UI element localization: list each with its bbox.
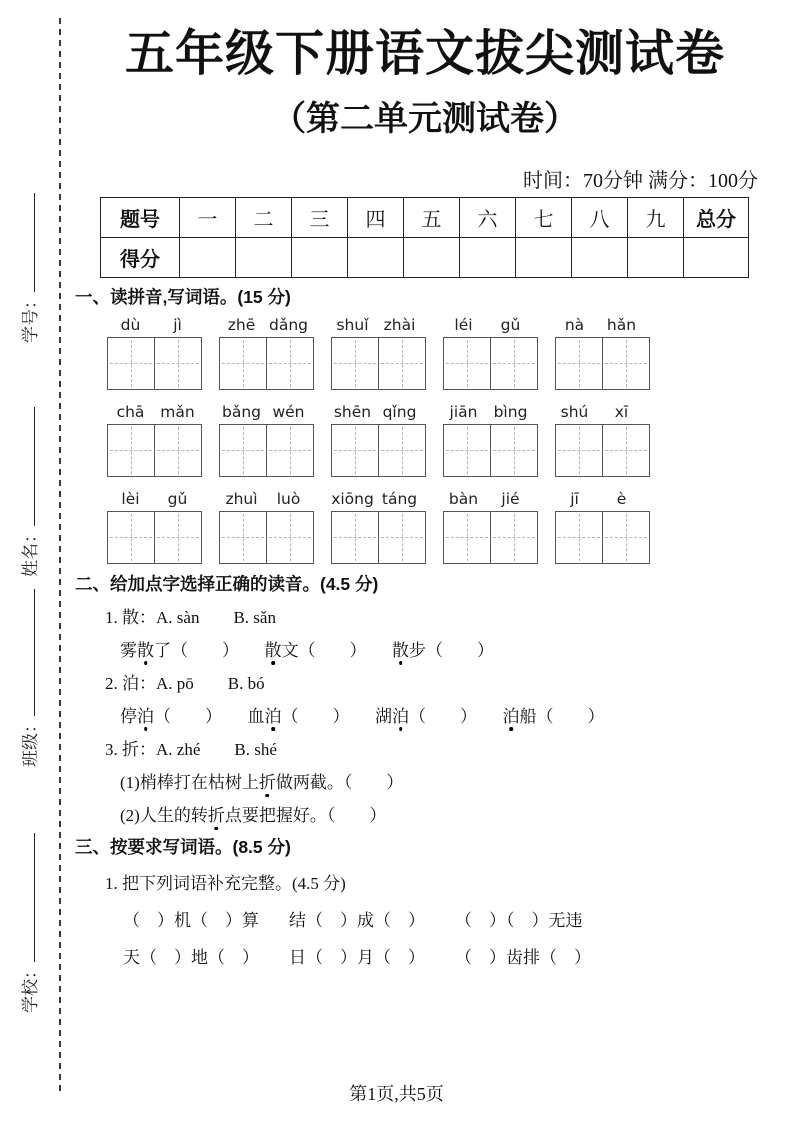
writing-box-pair <box>219 511 314 564</box>
pinyin-syllable: zhē <box>227 315 256 334</box>
question-column-header: 七 <box>516 197 572 237</box>
pinyin-syllable: jì <box>173 315 182 334</box>
pinyin-word <box>218 403 312 421</box>
writing-cell[interactable] <box>154 338 201 389</box>
class-field <box>17 589 39 767</box>
section2-items <box>75 607 775 828</box>
pinyin-syllable: chā <box>116 402 145 421</box>
pinyin-syllable: mǎn <box>160 402 195 421</box>
writing-cell[interactable] <box>490 425 537 476</box>
score-blank-cell[interactable] <box>516 237 572 277</box>
section3-rows <box>75 906 775 968</box>
question-column-header: 八 <box>572 197 628 237</box>
writing-box-pair <box>555 511 650 564</box>
writing-cell[interactable] <box>332 425 378 476</box>
pinyin-syllable: luò <box>276 489 301 508</box>
pinyin-syllable: jiān <box>449 402 478 421</box>
word-completion-row <box>123 906 775 931</box>
writing-cell[interactable] <box>108 425 154 476</box>
item-stem: 1. 散：A. sàn B. sǎn <box>105 607 276 627</box>
question-number-label: 题号 <box>101 197 180 237</box>
writing-cell[interactable] <box>220 338 266 389</box>
total-score-header: 总分 <box>684 197 749 237</box>
class-label: 班级： <box>20 716 40 767</box>
pinyin-syllable: léi <box>454 315 473 334</box>
score-table-body <box>101 197 749 277</box>
school-blank-line[interactable] <box>21 833 35 962</box>
pinyin-syllable: qǐng <box>382 402 417 421</box>
writing-box-pair <box>331 424 426 477</box>
pinyin-syllable: dǎng <box>269 315 308 334</box>
student-name-label: 姓名： <box>20 526 40 577</box>
word-completion-item: （ ）齿排（ ） <box>455 948 591 968</box>
school-label: 学校： <box>20 962 40 1013</box>
pinyin-syllable: è <box>616 489 627 508</box>
pinyin-syllable: gǔ <box>167 489 188 508</box>
pinyin-syllable: jī <box>570 489 579 508</box>
writing-cell[interactable] <box>154 425 201 476</box>
writing-cell[interactable] <box>556 338 602 389</box>
pinyin-word <box>440 316 534 334</box>
pinyin-syllable: shú <box>560 402 589 421</box>
writing-box-row <box>107 511 775 564</box>
writing-box-pair <box>331 337 426 390</box>
word-completion-row <box>123 943 775 968</box>
writing-box-pair <box>443 511 538 564</box>
writing-box-pair <box>443 424 538 477</box>
pinyin-syllable: hǎn <box>606 315 637 334</box>
time-score-info: 时间：70分钟 满分：100分 <box>523 169 758 192</box>
writing-cell[interactable] <box>108 512 154 563</box>
student-id-field <box>17 193 39 343</box>
pinyin-word <box>107 316 201 334</box>
pinyin-syllable: lèi <box>121 489 140 508</box>
writing-box-pair <box>219 337 314 390</box>
score-blank-cell[interactable] <box>180 237 236 277</box>
pinyin-row <box>107 316 775 334</box>
writing-box-pair <box>555 337 650 390</box>
word-completion-item: （ ）机（ ）算 <box>123 911 259 931</box>
writing-cell[interactable] <box>220 425 266 476</box>
writing-cell[interactable] <box>490 338 537 389</box>
question-column-header: 三 <box>292 197 348 237</box>
pinyin-syllable: bìng <box>493 402 528 421</box>
writing-box-pair <box>219 424 314 477</box>
pinyin-syllable: táng <box>381 489 418 508</box>
pinyin-syllable: dù <box>120 315 141 334</box>
section3-subtitle: 1. 把下列词语补充完整。(4.5 分) <box>105 874 346 894</box>
pinyin-word <box>218 316 312 334</box>
writing-box-pair <box>107 337 202 390</box>
score-blank-cell[interactable] <box>628 237 684 277</box>
score-blank-cell[interactable] <box>236 237 292 277</box>
writing-cell[interactable] <box>378 425 425 476</box>
section3-title: 三、按要求写词语。(8.5 分) <box>75 837 291 858</box>
writing-cell[interactable] <box>490 512 537 563</box>
writing-cell[interactable] <box>444 512 490 563</box>
pinyin-word <box>107 403 201 421</box>
question-column-header: 九 <box>628 197 684 237</box>
writing-cell[interactable] <box>332 512 378 563</box>
question-column-header: 五 <box>404 197 460 237</box>
score-blank-cell[interactable] <box>292 237 348 277</box>
score-row <box>101 237 749 277</box>
pinyin-syllable: shēn <box>333 402 372 421</box>
question-column-header: 二 <box>236 197 292 237</box>
word-completion-item: 日（ ）月（ ） <box>289 948 425 968</box>
student-name-field <box>17 407 39 577</box>
pinyin-syllable: xī <box>614 402 629 421</box>
writing-box-pair <box>331 511 426 564</box>
pinyin-syllable: shuǐ <box>336 315 369 334</box>
pinyin-word <box>551 316 645 334</box>
writing-cell[interactable] <box>108 338 154 389</box>
writing-box-row <box>107 337 775 390</box>
school-field <box>17 833 39 1013</box>
writing-cell[interactable] <box>378 338 425 389</box>
question-column-header: 一 <box>180 197 236 237</box>
pinyin-word <box>218 490 312 508</box>
pinyin-syllable: bǎng <box>222 402 261 421</box>
word-completion-item: （ ）（ ）无违 <box>455 911 583 931</box>
writing-cell[interactable] <box>602 512 649 563</box>
pinyin-syllable: xiōng <box>331 489 374 508</box>
writing-cell[interactable] <box>332 338 378 389</box>
writing-cell[interactable] <box>220 512 266 563</box>
item-stem: 3. 折：A. zhé B. shé <box>105 740 277 759</box>
pinyin-word <box>551 403 645 421</box>
writing-cell[interactable] <box>556 425 602 476</box>
student-id-blank-line[interactable] <box>21 193 35 292</box>
student-name-blank-line[interactable] <box>21 407 35 526</box>
pinyin-row <box>107 490 775 508</box>
score-table <box>100 197 749 278</box>
item-answer-line: 雾散了（ ） 散文（ ） 散步（ ） <box>120 640 494 660</box>
section1-title: 一、读拼音,写词语。(15 分) <box>75 286 291 307</box>
score-table-header-row <box>101 197 749 237</box>
pinyin-syllable: wén <box>272 402 305 421</box>
writing-box-pair <box>555 424 650 477</box>
score-blank-cell[interactable] <box>460 237 516 277</box>
question-column-header: 六 <box>460 197 516 237</box>
item-answer-line: 停泊（ ） 血泊（ ） 湖泊（ ） 泊船（ ） <box>120 706 605 726</box>
word-completion-item: 天（ ）地（ ） <box>123 948 259 968</box>
item-stem: 2. 泊：A. pō B. bó <box>105 673 265 693</box>
score-blank-cell[interactable] <box>348 237 404 277</box>
writing-box-pair <box>107 424 202 477</box>
writing-cell[interactable] <box>556 512 602 563</box>
section2-title: 二、给加点字选择正确的读音。(4.5 分) <box>75 573 379 594</box>
pinyin-word <box>329 316 423 334</box>
writing-cell[interactable] <box>266 425 313 476</box>
pinyin-syllable: nà <box>564 315 585 334</box>
writing-box-row <box>107 424 775 477</box>
score-blank-cell[interactable] <box>684 237 749 277</box>
writing-cell[interactable] <box>266 512 313 563</box>
page-number: 第1页,共5页 <box>349 1084 444 1104</box>
pinyin-word <box>440 403 534 421</box>
writing-cell[interactable] <box>266 338 313 389</box>
pinyin-word <box>329 490 423 508</box>
writing-box-pair <box>107 511 202 564</box>
writing-box-pair <box>443 337 538 390</box>
word-completion-item: 结（ ）成（ ） <box>289 911 425 931</box>
writing-cell[interactable] <box>602 338 649 389</box>
writing-cell[interactable] <box>154 512 201 563</box>
score-blank-cell[interactable] <box>404 237 460 277</box>
pinyin-word <box>440 490 534 508</box>
question-column-header: 四 <box>348 197 404 237</box>
writing-cell[interactable] <box>602 425 649 476</box>
writing-cell[interactable] <box>378 512 425 563</box>
item-answer-line: (1)梢棒打在枯树上折做两截。（ ） <box>120 773 404 793</box>
writing-cell[interactable] <box>444 425 490 476</box>
student-id-label: 学号： <box>20 292 40 343</box>
score-label: 得分 <box>101 237 180 277</box>
section1-rows <box>75 316 775 564</box>
pinyin-syllable: zhuì <box>225 489 258 508</box>
paper-title: 五年级下册语文拔尖测试卷 <box>124 26 725 81</box>
score-blank-cell[interactable] <box>572 237 628 277</box>
pinyin-word <box>329 403 423 421</box>
writing-cell[interactable] <box>444 338 490 389</box>
pinyin-syllable: bàn <box>448 489 479 508</box>
item-answer-line: (2)人生的转折点要把握好。（ ） <box>120 806 387 826</box>
pinyin-row <box>107 403 775 421</box>
pinyin-syllable: jié <box>501 489 520 508</box>
pinyin-syllable: zhài <box>383 315 416 334</box>
pinyin-word <box>551 490 645 508</box>
main-content <box>75 0 775 968</box>
pinyin-word <box>107 490 201 508</box>
pinyin-syllable: gǔ <box>500 315 521 334</box>
cut-dashed-line <box>59 18 61 1092</box>
class-blank-line[interactable] <box>21 589 35 716</box>
paper-subtitle: （第二单元测试卷） <box>272 100 578 138</box>
